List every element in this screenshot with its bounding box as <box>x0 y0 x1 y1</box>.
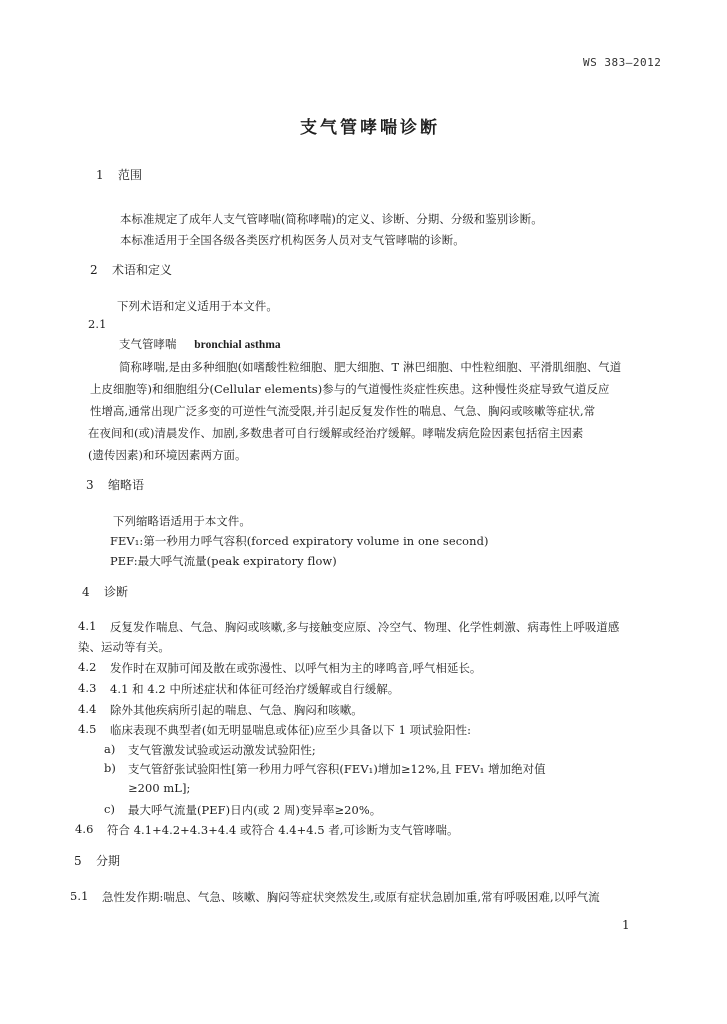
list-item-b-line-1: 支气管舒张试验阳性[第一秒用力呼气容积(FEV₁)增加≥12%,且 FEV₁ 增加绝对值 <box>128 762 546 776</box>
section-title: 范围 <box>118 168 143 182</box>
page-title: 支气管哮喘诊断 <box>300 118 440 138</box>
document-number: WS 383—2012 <box>583 56 662 69</box>
section-title: 术语和定义 <box>112 263 173 277</box>
list-label: b) <box>104 761 116 775</box>
section-title: 分期 <box>96 854 121 868</box>
subsection-number: 2.1 <box>88 317 107 331</box>
term-chinese: 支气管哮喘 <box>119 337 177 351</box>
list-label: c) <box>104 802 116 816</box>
section-2-heading <box>90 261 172 278</box>
abbreviation-pef: PEF:最大呼气流量(peak expiratory flow) <box>110 554 337 568</box>
clause-4-5: 临床表现不典型者(如无明显喘息或体征)应至少具备以下 1 项试验阳性: <box>110 723 472 737</box>
clause-4-3: 4.1 和 4.2 中所述症状和体征可经治疗缓解或自行缓解。 <box>110 682 400 696</box>
section-1-paragraph-2: 本标准适用于全国各级各类医疗机构医务人员对支气管哮喘的诊断。 <box>120 233 465 247</box>
clause-number: 4.1 <box>78 619 97 633</box>
section-title: 缩略语 <box>108 478 145 492</box>
definition-line: 简称哮喘,是由多种细胞(如嗜酸性粒细胞、肥大细胞、T 淋巴细胞、中性粒细胞、平滑肌细胞、气道 <box>119 360 622 374</box>
definition-line: (遗传因素)和环境因素两方面。 <box>88 448 247 462</box>
clause-5-1: 急性发作期:喘息、气急、咳嗽、胸闷等症状突然发生,或原有症状急剧加重,常有呼吸困难,以呼气流 <box>102 890 600 904</box>
clause-number: 5.1 <box>70 889 89 903</box>
section-1-heading <box>96 166 142 183</box>
section-number: 3 <box>86 478 94 492</box>
section-1-paragraph-1: 本标准规定了成年人支气管哮喘(简称哮喘)的定义、诊断、分期、分级和鉴别诊断。 <box>120 212 543 226</box>
section-number: 5 <box>74 854 82 868</box>
section-5-heading <box>74 852 120 869</box>
clause-number: 4.6 <box>75 822 94 836</box>
clause-4-2: 发作时在双肺可闻及散在或弥漫性、以呼气相为主的哮鸣音,呼气相延长。 <box>110 661 482 675</box>
clause-number: 4.3 <box>78 681 97 695</box>
list-item-a: 支气管激发试验或运动激发试验阳性; <box>128 743 316 757</box>
term-heading <box>119 336 281 352</box>
clause-number: 4.5 <box>78 722 97 736</box>
section-2-intro: 下列术语和定义适用于本文件。 <box>117 299 278 313</box>
section-title: 诊断 <box>104 585 129 599</box>
definition-line: 性增高,通常出现广泛多变的可逆性气流受限,并引起反复发作性的喘息、气急、胸闷或咳嗽等症状,常 <box>90 404 596 418</box>
section-3-intro: 下列缩略语适用于本文件。 <box>113 514 251 528</box>
section-3-heading <box>86 476 144 493</box>
clause-4-6: 符合 4.1+4.2+4.3+4.4 或符合 4.4+4.5 者,可诊断为支气管哮喘。 <box>107 823 459 837</box>
section-4-heading <box>82 583 128 600</box>
page-number: 1 <box>622 918 630 932</box>
section-number: 2 <box>90 263 98 277</box>
definition-line: 在夜间和(或)清晨发作、加剧,多数患者可自行缓解或经治疗缓解。哮喘发病危险因素包括宿主因素 <box>88 426 584 440</box>
abbreviation-fev1: FEV₁:第一秒用力呼气容积(forced expiratory volume in one second) <box>110 534 489 548</box>
clause-4-1-line-2: 染、运动等有关。 <box>78 640 170 654</box>
list-item-b-line-2: ≥200 mL]; <box>128 781 191 795</box>
clause-4-1-line-1: 反复发作喘息、气急、胸闷或咳嗽,多与接触变应原、冷空气、物理、化学性刺激、病毒性上呼吸道感 <box>110 620 620 634</box>
clause-4-4: 除外其他疾病所引起的喘息、气急、胸闷和咳嗽。 <box>110 703 363 717</box>
clause-number: 4.4 <box>78 702 97 716</box>
definition-line: 上皮细胞等)和细胞组分(Cellular elements)参与的气道慢性炎症性疾患。这种慢性炎症导致气道反应 <box>90 382 610 396</box>
clause-number: 4.2 <box>78 660 97 674</box>
term-english: bronchial asthma <box>194 339 281 351</box>
list-label: a) <box>104 742 116 756</box>
section-number: 1 <box>96 168 104 182</box>
section-number: 4 <box>82 585 90 599</box>
list-item-c: 最大呼气流量(PEF)日内(或 2 周)变异率≥20%。 <box>128 803 382 817</box>
